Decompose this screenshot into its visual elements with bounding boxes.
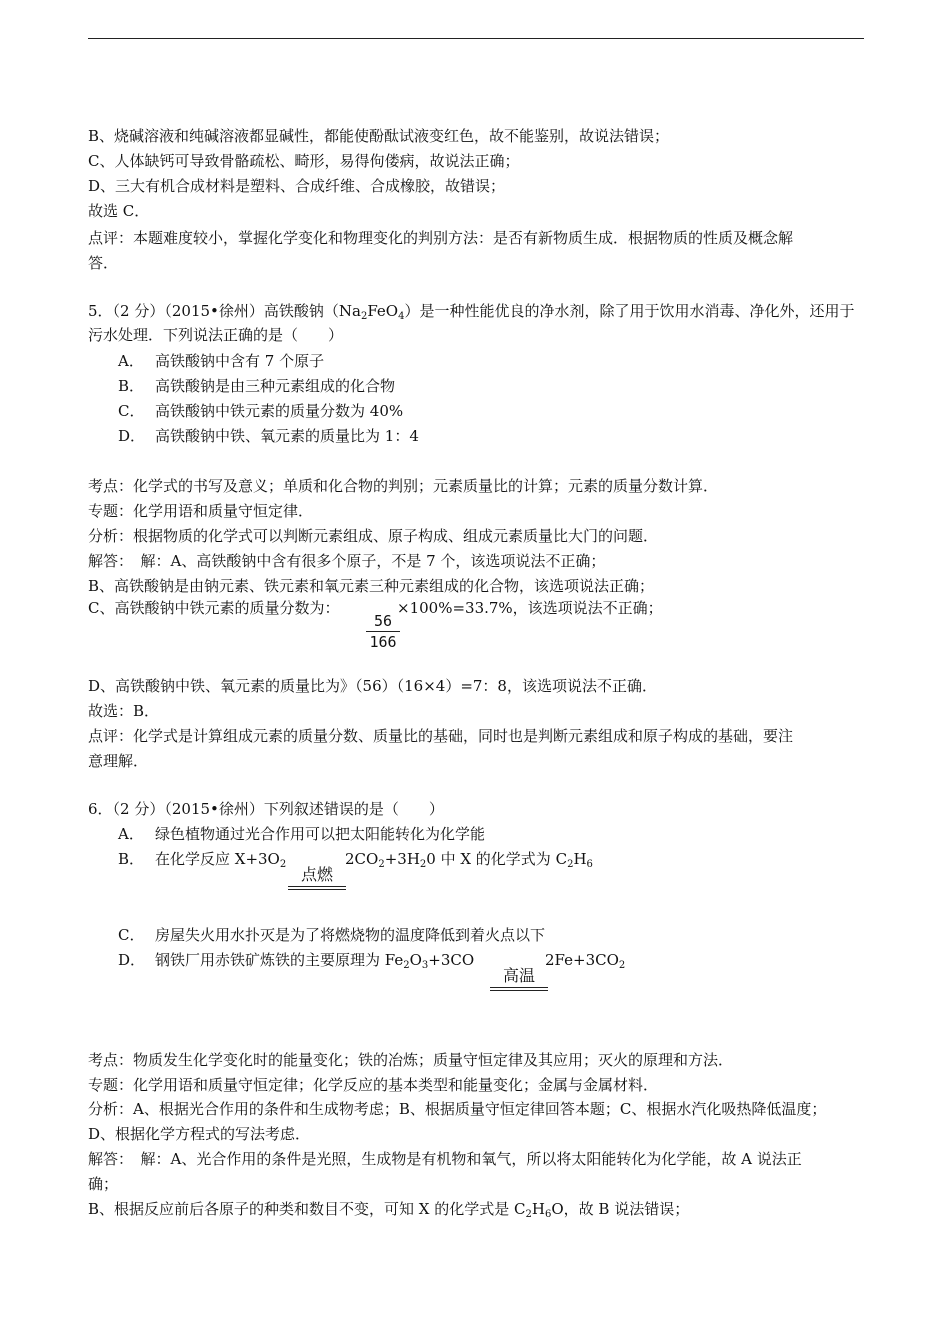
- q5-fenxi: 分析：根据物质的化学式可以判断元素组成、原子构成、组成元素质量比大门的问题．: [88, 527, 659, 545]
- q5-option-d-letter: D．: [118, 427, 146, 445]
- q6-zhuanti: 专题：化学用语和质量守恒定律；化学反应的基本类型和能量变化；金属与金属材料．: [88, 1076, 659, 1094]
- fraction-denominator: 166: [369, 633, 397, 651]
- q6-jieda-line-1: 解答： 解：A、光合作用的条件是光照，生成物是有机物和氧气，所以将太阳能转化为化学能，故 A 说法正: [88, 1150, 802, 1168]
- q5-choice: 故选：B．: [88, 702, 160, 720]
- q6-option-d-products: $2Fe+3CO_2$: [545, 951, 626, 971]
- reaction-condition-high-temp: 高温: [490, 963, 548, 991]
- fraction-numerator: 56: [373, 612, 393, 630]
- q6-line-b: B、根据反应前后各原子的种类和数目不变，可知 X 的化学式是 $C_2H_6O$，故 B 说法错误；: [88, 1200, 690, 1220]
- reaction-arrow-equals: [288, 886, 346, 890]
- q5-line-c-pre: C、高铁酸钠中铁元素的质量分数为：: [88, 599, 340, 617]
- reaction-condition-ignite: 点燃: [288, 862, 346, 890]
- q5-zhuanti: 专题：化学用语和质量守恒定律．: [88, 502, 314, 520]
- q5-jieda: 解答： 解：A、高铁酸钠中含有很多个原子，不是 7 个，该选项说法不正确；: [88, 552, 606, 570]
- answer-line-c: C、人体缺钙可导致骨骼疏松、畸形，易得佝偻病，故说法正确；: [88, 152, 520, 170]
- q5-kaodian: 考点：化学式的书写及意义；单质和化合物的判别；元素质量比的计算；元素的质量分数计算．: [88, 477, 719, 495]
- q5-comment-line-1: 点评：化学式是计算组成元素的质量分数、质量比的基础，同时也是判断元素组成和原子构成的基础，要注: [88, 727, 794, 745]
- q5-line-d: D、高铁酸钠中铁、氧元素的质量比为》（56）（16×4）=7：8，该选项说法不正确．: [88, 677, 657, 695]
- reaction-arrow-equals: [490, 987, 548, 991]
- comment-line-2: 答．: [88, 254, 119, 272]
- q5-option-c-letter: C．: [118, 402, 145, 420]
- q6-option-a-text: 绿色植物通过光合作用可以把太阳能转化为化学能: [155, 825, 486, 843]
- mass-fraction: [366, 612, 400, 651]
- q5-comment-line-2: 意理解．: [88, 752, 149, 770]
- q6-option-b-reactants: 在化学反应 $X+3O_2$: [155, 850, 287, 870]
- q5-option-b-text: 高铁酸钠是由三种元素组成的化合物: [155, 377, 396, 395]
- q5-option-b-letter: B．: [118, 377, 145, 395]
- q6-option-b-letter: B．: [118, 850, 145, 868]
- q5-stem-line-2: 污水处理．下列说法正确的是（ ）: [88, 326, 344, 344]
- q6-option-c-letter: C．: [118, 926, 145, 944]
- answer-choice: 故选 C．: [88, 202, 150, 220]
- comment-line-1: 点评：本题难度较小，掌握化学变化和物理变化的判别方法：是否有新物质生成．根据物质的性质及概念解: [88, 229, 794, 247]
- q6-stem: 6．（2 分）（2015•徐州）下列叙述错误的是（ ）: [88, 800, 444, 818]
- q5-stem-line-1: 5．（2 分）（2015•徐州）高铁酸钠$(Na_2FeO_4)$是一种性能优良的净水剂，除了用于饮用水消毒、净化外，还用于: [88, 302, 855, 322]
- fraction-bar: [366, 631, 400, 632]
- q5-option-a-letter: A．: [118, 352, 144, 370]
- q5-option-c-text: 高铁酸钠中铁元素的质量分数为 40%: [155, 402, 404, 420]
- q6-fenxi-line-2: D、根据化学方程式的写法考虑．: [88, 1125, 311, 1143]
- q6-option-d-letter: D．: [118, 951, 146, 969]
- q6-option-b-products: $2CO_2+3H_20$ 中 X 的化学式为 $C_2H_6$: [345, 850, 593, 870]
- q5-line-c-post: ×100%=33.7%，该选项说法不正确；: [397, 599, 663, 617]
- answer-line-d: D、三大有机合成材料是塑料、合成纤维、合成橡胶，故错误；: [88, 177, 506, 195]
- q6-fenxi-line-1: 分析：A、根据光合作用的条件和生成物考虑；B、根据质量守恒定律回答本题；C、根据水汽化吸热降低温度；: [88, 1100, 827, 1118]
- q5-line-b: B、高铁酸钠是由钠元素、铁元素和氧元素三种元素组成的化合物，该选项说法正确；: [88, 577, 655, 595]
- answer-line-b: B、烧碱溶液和纯碱溶液都显碱性，都能使酚酞试液变红色，故不能鉴别，故说法错误；: [88, 127, 670, 145]
- q5-option-a-text: 高铁酸钠中含有 7 个原子: [155, 352, 325, 370]
- q6-option-c-text: 房屋失火用水扑灭是为了将燃烧物的温度降低到着火点以下: [155, 926, 546, 944]
- header-rule: [88, 38, 864, 39]
- q6-jieda-line-2: 确；: [88, 1175, 119, 1193]
- q6-option-d-reactants: 钢铁厂用赤铁矿炼铁的主要原理为 $Fe_2O_3+3CO$: [155, 951, 475, 971]
- q5-option-d-text: 高铁酸钠中铁、氧元素的质量比为 1：4: [155, 427, 419, 445]
- q6-kaodian: 考点：物质发生化学变化时的能量变化；铁的冶炼；质量守恒定律及其应用；灭火的原理和方法．: [88, 1051, 734, 1069]
- q6-option-a-letter: A．: [118, 825, 144, 843]
